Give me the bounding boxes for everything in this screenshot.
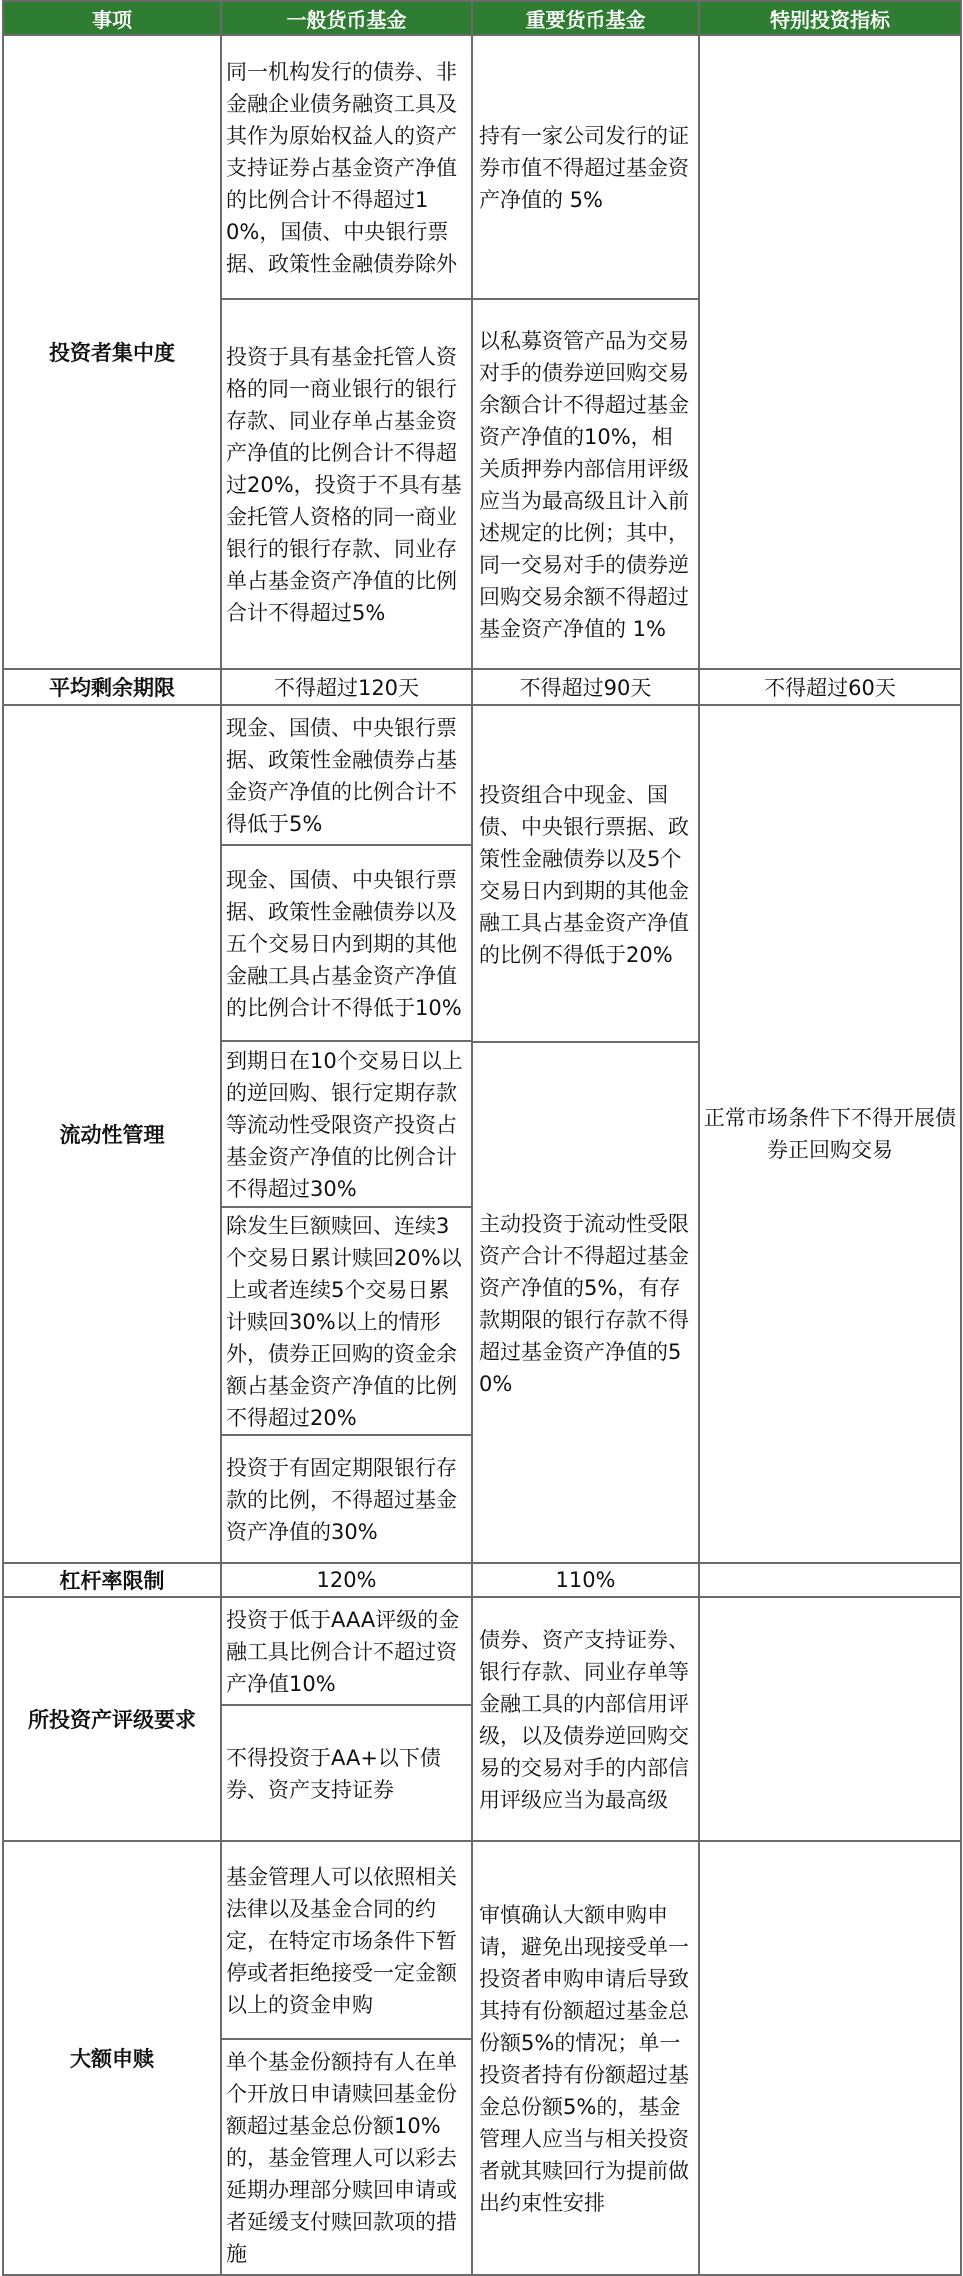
row-concentration [3,35,961,669]
header-row [3,1,961,35]
liquidity-general-item-4: 除发生巨额赎回、连续3个交易日累计赎回20%以上或者连续5个交易日累计赎回30%以上的情形外，债券正回购的资金余额占基金资产净值的比例不得超过20% [222,1206,471,1434]
header-item: 事项 [3,1,221,35]
liquidity-important-item-2: 主动投资于流动性受限资产合计不得超过基金资产净值的5%，有存款期限的银行存款不得超过基金资产净值的50% [473,1041,698,1562]
redemption-general-item-1: 基金管理人可以依照相关法律以及基金合同的约定，在特定市场条件下暂停或者拒绝接受一定金额以上的资金申购 [226,1865,457,2017]
rating-important-cell [472,1597,699,1841]
leverage-special-cell [699,1563,961,1597]
concentration-general-item-1: 同一机构发行的债券、非金融企业债务融资工具及其作为原始权益人的资产支持证券占基金资产净值的比例合计不得超过10%，国债、中央银行票据、政策性金融债券除外 [226,60,457,276]
rating-important-item: 债券、资产支持证券、银行存款、同业存单等金融工具的内部信用评级，以及债券逆回购交易的交易对手的内部信用评级应当为最高级 [479,1628,689,1812]
leverage-important-cell: 110% [472,1563,699,1597]
redemption-general-item-2: 单个基金份额持有人在单个开放日申请赎回基金份额超过基金总份额10%的，基金管理人可以彩去延期办理部分赎回申请或者延缓支付赎回款项的措施 [222,2038,471,2274]
maturity-special-cell: 不得超过60天 [699,669,961,705]
row-label-leverage: 杠杆率限制 [3,1563,221,1597]
redemption-general-cell [221,1841,472,2275]
row-label-concentration: 投资者集中度 [3,35,221,669]
liquidity-general-cell [221,705,472,1563]
rating-general-item-1: 投资于低于AAA评级的金融工具比例合计不超过资产净值10% [226,1608,460,1696]
liquidity-general-item-3: 到期日在10个交易日以上的逆回购、银行定期存款等流动性受限资产投资占基金资产净值的比例合计不得超过30% [222,1040,471,1206]
liquidity-special-cell: 正常市场条件下不得开展债券正回购交易 [699,705,961,1563]
concentration-important-item-1: 持有一家公司发行的证券市值不得超过基金资产净值的 5% [479,124,689,212]
money-fund-comparison-table [2,0,962,2276]
header-general-fund: 一般货币基金 [221,1,472,35]
redemption-important-cell [472,1841,699,2275]
row-label-maturity: 平均剩余期限 [3,669,221,705]
concentration-general-cell [221,35,472,669]
row-label-liquidity: 流动性管理 [3,705,221,1563]
row-rating [3,1597,961,1841]
leverage-general-cell: 120% [221,1563,472,1597]
header-important-fund: 重要货币基金 [472,1,699,35]
maturity-general-cell: 不得超过120天 [221,669,472,705]
row-liquidity [3,705,961,1563]
redemption-important-item: 审慎确认大额申购申请，避免出现接受单一投资者申购申请后导致其持有份额超过基金总份额5%的情况；单一投资者持有份额超过基金总份额5%的，基金管理人应当与相关投资者就其赎回行为提前做出约束性安排 [479,1903,689,2215]
header-special-indicator: 特别投资指标 [699,1,961,35]
liquidity-general-item-5: 投资于有固定期限银行存款的比例，不得超过基金资产净值的30% [222,1434,471,1562]
concentration-general-item-2: 投资于具有基金托管人资格的同一商业银行的银行存款、同业存单占基金资产净值的比例合计不得超过20%，投资于不具有基金托管人资格的同一商业银行的银行存款、同业存单占基金资产净值的比例合计不得超过5% [222,298,471,668]
row-maturity [3,669,961,705]
liquidity-general-item-2: 现金、国债、中央银行票据、政策性金融债券以及五个交易日内到期的其他金融工具占基金资产净值的比例合计不得低于10% [222,844,471,1040]
row-redemption [3,1841,961,2275]
liquidity-general-item-1: 现金、国债、中央银行票据、政策性金融债券占基金资产净值的比例合计不得低于5% [226,716,457,836]
row-leverage [3,1563,961,1597]
liquidity-important-item-1: 投资组合中现金、国债、中央银行票据、政策性金融债券以及5个交易日内到期的其他金融工具占基金资产净值的比例不得低于20% [479,782,689,967]
maturity-important-cell: 不得超过90天 [472,669,699,705]
concentration-important-cell [472,35,699,669]
concentration-special-cell [699,35,961,669]
redemption-special-cell [699,1841,961,2275]
liquidity-important-cell [472,705,699,1563]
row-label-rating: 所投资产评级要求 [3,1597,221,1841]
rating-special-cell [699,1597,961,1841]
row-label-redemption: 大额申赎 [3,1841,221,2275]
rating-general-cell [221,1597,472,1841]
concentration-important-item-2: 以私募资管产品为交易对手的债券逆回购交易余额合计不得超过基金资产净值的10%，相关质押券内部信用评级应当为最高级且计入前述规定的比例；其中，同一交易对手的债券逆回购交易余额不得超过基金资产净值的 1% [473,298,698,668]
rating-general-item-2: 不得投资于AA+以下债券、资产支持证券 [222,1704,471,1840]
